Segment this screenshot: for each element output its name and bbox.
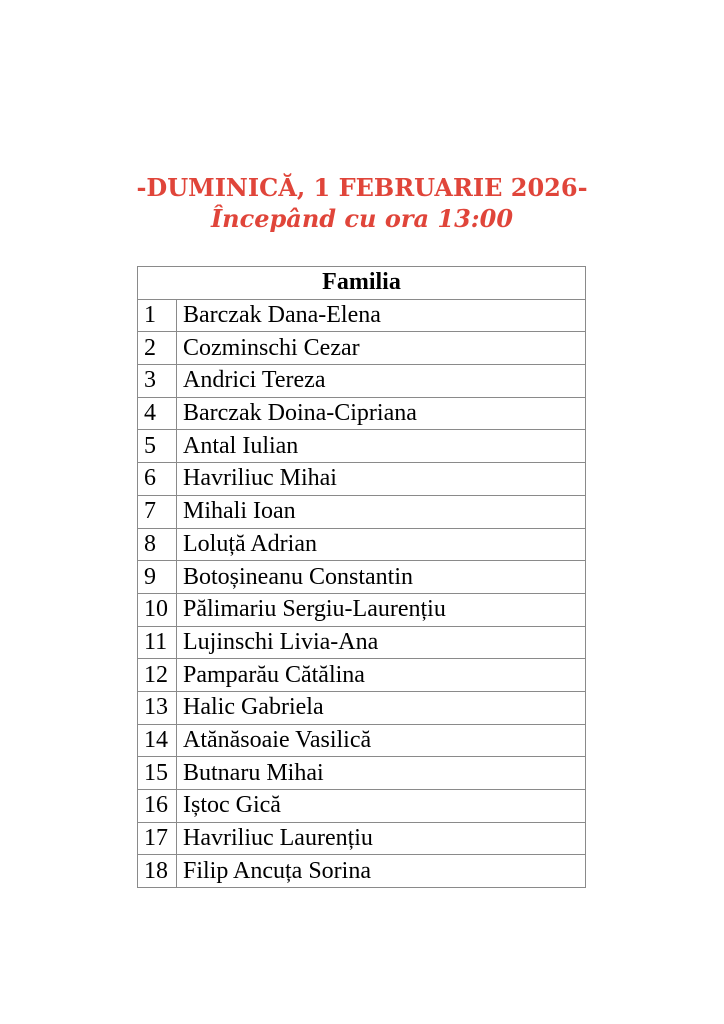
table-row (138, 365, 586, 398)
table-row (138, 463, 586, 496)
table-row (138, 724, 586, 757)
family-name: Loluță Adrian (177, 528, 586, 561)
family-name: Havriliuc Mihai (177, 463, 586, 496)
row-number: 3 (138, 365, 177, 398)
date-heading: -DUMINICĂ, 1 FEBRUARIE 2026- (136, 173, 588, 202)
table-row (138, 495, 586, 528)
row-number: 12 (138, 659, 177, 692)
family-name: Filip Ancuța Sorina (177, 855, 586, 888)
start-time-heading: Începând cu ora 13:00 (210, 204, 514, 233)
row-number: 14 (138, 724, 177, 757)
family-name: Atănăsoaie Vasilică (177, 724, 586, 757)
families-table (137, 266, 586, 888)
table-row (138, 561, 586, 594)
column-header-familia: Familia (138, 267, 586, 300)
table-row (138, 593, 586, 626)
family-name: Cozminschi Cezar (177, 332, 586, 365)
table-row (138, 430, 586, 463)
row-number: 6 (138, 463, 177, 496)
family-name: Pamparău Cătălina (177, 659, 586, 692)
family-name: Mihali Ioan (177, 495, 586, 528)
row-number: 17 (138, 822, 177, 855)
table-row (138, 822, 586, 855)
table-row (138, 691, 586, 724)
family-name: Botoșineanu Constantin (177, 561, 586, 594)
table-row (138, 790, 586, 823)
family-name: Antal Iulian (177, 430, 586, 463)
row-number: 4 (138, 397, 177, 430)
table-row (138, 757, 586, 790)
row-number: 16 (138, 790, 177, 823)
table-row (138, 855, 586, 888)
table-row (138, 397, 586, 430)
table-row (138, 528, 586, 561)
row-number: 10 (138, 593, 177, 626)
announcement-header (0, 172, 724, 234)
family-name: Andrici Tereza (177, 365, 586, 398)
table-row (138, 626, 586, 659)
row-number: 11 (138, 626, 177, 659)
family-name: Barczak Doina-Cipriana (177, 397, 586, 430)
table-row (138, 332, 586, 365)
table-header-row (138, 267, 586, 300)
table-row (138, 659, 586, 692)
row-number: 9 (138, 561, 177, 594)
family-name: Iștoc Gică (177, 790, 586, 823)
family-name: Pălimariu Sergiu-Laurențiu (177, 593, 586, 626)
row-number: 8 (138, 528, 177, 561)
row-number: 5 (138, 430, 177, 463)
family-name: Havriliuc Laurențiu (177, 822, 586, 855)
row-number: 15 (138, 757, 177, 790)
row-number: 18 (138, 855, 177, 888)
family-name: Halic Gabriela (177, 691, 586, 724)
family-name: Butnaru Mihai (177, 757, 586, 790)
row-number: 1 (138, 299, 177, 332)
table-body (138, 299, 586, 887)
row-number: 7 (138, 495, 177, 528)
family-name: Lujinschi Livia-Ana (177, 626, 586, 659)
row-number: 2 (138, 332, 177, 365)
family-name: Barczak Dana-Elena (177, 299, 586, 332)
row-number: 13 (138, 691, 177, 724)
table-row (138, 299, 586, 332)
